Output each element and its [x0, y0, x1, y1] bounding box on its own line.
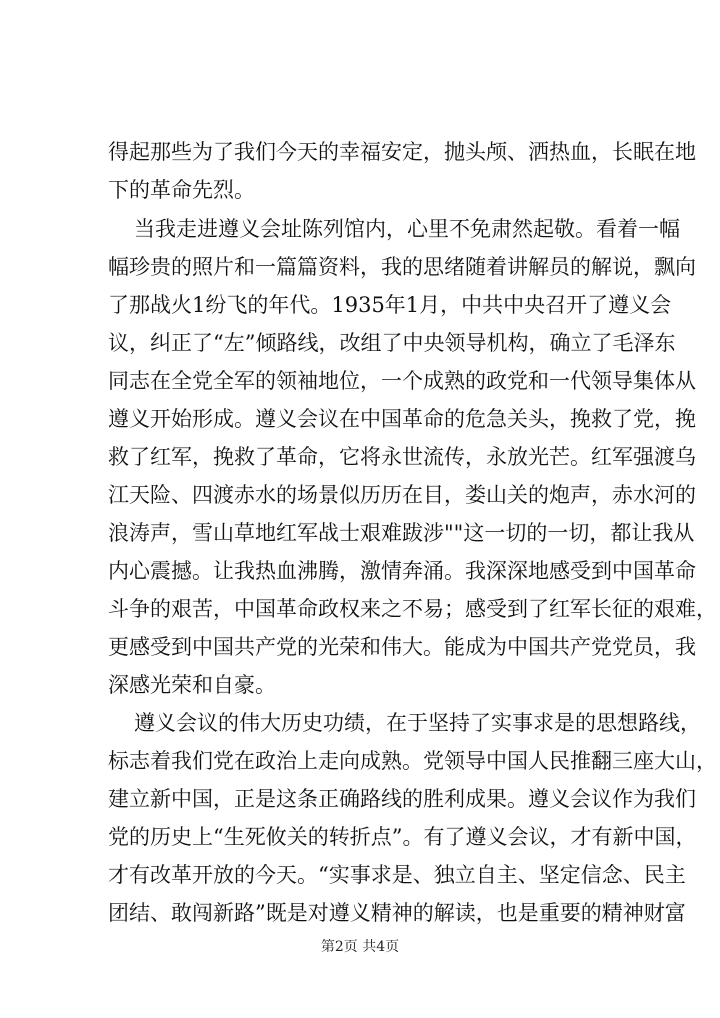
text-line: 遵义开始形成。遵义会议在中国革命的危急关头，挽救了党，挽: [108, 407, 696, 431]
text-line: 救了红军，挽救了革命，它将永世流传，永放光芒。红军强渡乌: [108, 445, 696, 469]
text-line: 斗争的艰苦，中国革命政权来之不易；感受到了红军长征的艰难，: [108, 597, 717, 621]
text-line: 同志在全党全军的领袖地位，一个成熟的政党和一代领导集体从: [108, 369, 696, 393]
text-line: 当我走进遵义会址陈列馆内，心里不免肃然起敬。看着一幅: [134, 217, 680, 241]
text-line: 幅珍贵的照片和一篇篇资料，我的思绪随着讲解员的解说，飘向: [108, 255, 696, 279]
page-number-footer: 第2页 共4页: [320, 939, 400, 955]
text-line: 江天险、四渡赤水的场景似历历在目，娄山关的炮声，赤水河的: [108, 483, 696, 507]
text-line: 了那战火1纷飞的年代。1935年1月，中共中央召开了遵义会: [108, 293, 672, 317]
text-line: 更感受到中国共产党的光荣和伟大。能成为中国共产党党员，我: [108, 635, 696, 659]
text-line: 标志着我们党在政治上走向成熟。党领导中国人民推翻三座大山，: [108, 749, 717, 773]
text-line: 才有改革开放的今天。“实事求是、独立自主、坚定信念、民主: [108, 863, 686, 887]
text-line: 议，纠正了“左”倾路线，改组了中央领导机构，确立了毛泽东: [108, 331, 676, 355]
text-line: 团结、敢闯新路”既是对遵义精神的解读，也是重要的精神财富: [108, 901, 686, 925]
text-line: 下的革命先烈。: [108, 178, 255, 202]
text-line: 党的历史上“生死攸关的转折点”。有了遵义会议，才有新中国，: [108, 825, 697, 849]
text-line: 遵义会议的伟大历史功绩，在于坚持了实事求是的思想路线，: [134, 711, 701, 735]
text-line: 浪涛声，雪山草地红军战士艰难跋涉""这一切的一切，都让我从: [108, 521, 695, 545]
text-line: 内心震撼。让我热血沸腾，激情奔涌。我深深地感受到中国革命: [108, 559, 696, 583]
text-line: 深感光荣和自豪。: [108, 673, 276, 697]
text-line: 得起那些为了我们今天的幸福安定，抛头颅、洒热血，长眠在地: [108, 140, 696, 164]
text-line: 建立新中国，正是这条正确路线的胜利成果。遵义会议作为我们: [108, 787, 696, 811]
